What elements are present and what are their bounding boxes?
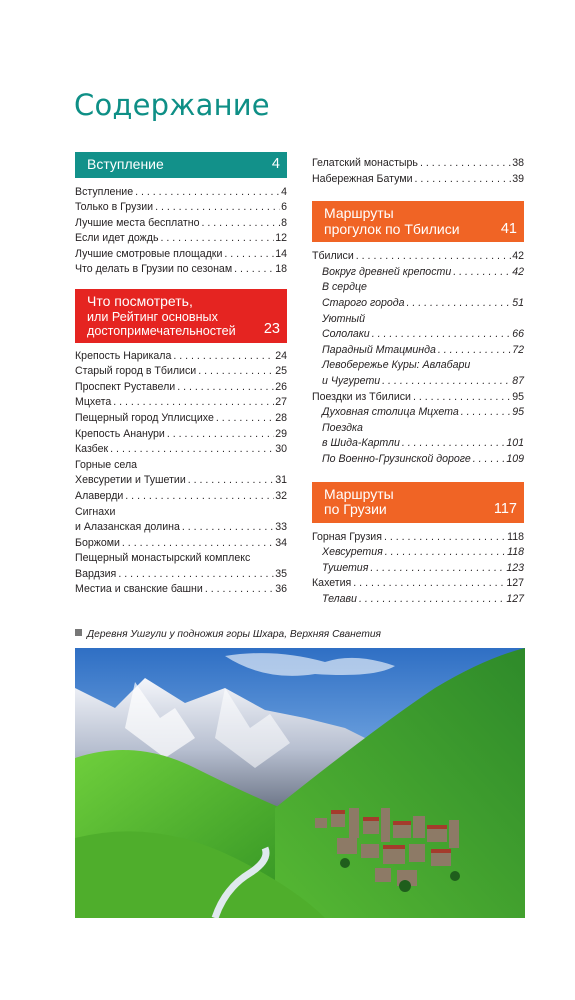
toc-entry-title: Казбек	[75, 443, 109, 456]
toc-entry[interactable]	[75, 380, 287, 396]
toc-entry-title: Вокруг древней крепости	[322, 265, 452, 278]
section-page: 23	[263, 320, 280, 337]
toc-entry[interactable]	[312, 436, 524, 452]
toc-entry-title: Старого города	[322, 296, 405, 309]
toc-entry[interactable]	[312, 452, 524, 468]
toc-entry-line: В сердце	[322, 281, 367, 294]
toc-entry[interactable]	[75, 473, 287, 489]
toc-entry-page: 25	[275, 365, 287, 378]
toc-leader-dots	[407, 296, 512, 312]
toc-entry[interactable]	[312, 249, 524, 265]
section-title-line: прогулок по Тбилиси	[324, 220, 460, 237]
section-title-line: или Рейтинг основных	[87, 309, 218, 324]
toc-entry-page: 42	[512, 250, 524, 263]
toc-entry-title: Тбилиси	[312, 250, 354, 263]
section-box-georgia-routes[interactable]	[312, 482, 524, 523]
toc-entry[interactable]	[75, 442, 287, 458]
toc-entry-page: 127	[506, 577, 524, 590]
toc-entry[interactable]	[312, 561, 524, 577]
toc-leader-dots	[198, 364, 274, 380]
toc-entry[interactable]	[75, 231, 287, 247]
toc-entry-title: Вардзия	[75, 567, 117, 580]
toc-entry-title: Парадный Мтацминда	[322, 343, 436, 356]
toc-entry[interactable]	[312, 545, 524, 561]
toc-entry-page: 118	[507, 530, 524, 543]
toc-leader-dots	[372, 327, 512, 343]
toc-entry[interactable]	[312, 296, 524, 312]
toc-entry-title: Сололаки	[322, 328, 370, 341]
toc-leader-dots	[461, 405, 511, 421]
toc-leader-dots	[122, 536, 274, 552]
toc-entry[interactable]	[75, 262, 287, 278]
toc-entry-page: 31	[275, 474, 287, 487]
toc-entry-line: Уютный	[322, 312, 365, 325]
toc-entry-page: 27	[275, 396, 287, 409]
toc-entry-page: 39	[512, 172, 524, 185]
toc-entry[interactable]	[312, 343, 524, 359]
toc-entry-page: 95	[512, 406, 524, 419]
toc-leader-dots	[402, 436, 505, 452]
toc-leader-dots	[415, 172, 512, 188]
toc-leader-dots	[438, 343, 511, 359]
toc-leader-dots	[353, 576, 505, 592]
toc-entry-page: 18	[275, 263, 287, 276]
toc-entry-page: 101	[506, 437, 524, 450]
toc-entry-title: Если идет дождь	[75, 232, 159, 245]
toc-entry-page: 14	[275, 247, 287, 260]
toc-entry-page: 72	[512, 343, 524, 356]
toc-leader-dots	[182, 520, 274, 536]
toc-leader-dots	[370, 561, 505, 577]
toc-entry-title: Тушетия	[322, 561, 369, 574]
toc-entry-title: Хевсуретии и Тушетии	[75, 474, 186, 487]
toc-entry[interactable]	[75, 216, 287, 232]
section-title: Вступление	[87, 156, 164, 172]
toc-entry-title: Пещерный город Уплисцихе	[75, 411, 214, 424]
toc-list-continued	[312, 156, 524, 187]
toc-entry-page: 28	[275, 411, 287, 424]
toc-entry-title: Проспект Руставели	[75, 380, 176, 393]
toc-entry[interactable]	[312, 265, 524, 281]
toc-entry-title: Старый город в Тбилиси	[75, 365, 197, 378]
toc-entry-title: Только в Грузии	[75, 201, 154, 214]
toc-entry-title: Кахетия	[312, 577, 352, 590]
toc-entry[interactable]	[75, 247, 287, 263]
toc-entry-title: Поездки из Тбилиси	[312, 390, 411, 403]
section-page: 4	[271, 155, 280, 172]
toc-entry-page: 109	[506, 452, 524, 465]
toc-entry-page: 36	[275, 583, 287, 596]
toc-entry-title: и Чугурети	[322, 374, 381, 387]
toc-entry-title: Набережная Батуми	[312, 172, 413, 185]
section-title-line: Маршруты	[324, 485, 394, 502]
section-page: 41	[500, 220, 517, 237]
toc-entry[interactable]	[75, 536, 287, 552]
toc-entry-title: Боржоми	[75, 536, 120, 549]
toc-entry-page: 6	[281, 201, 287, 214]
toc-entry[interactable]	[75, 185, 287, 201]
toc-entry-page: 95	[512, 390, 524, 403]
toc-entry-page: 12	[275, 232, 287, 245]
toc-entry[interactable]	[75, 364, 287, 380]
section-box-tbilisi-routes[interactable]	[312, 201, 524, 242]
toc-leader-dots	[202, 216, 281, 232]
toc-list-sights	[75, 349, 287, 458]
toc-entry-page: 34	[275, 536, 287, 549]
toc-entry-page: 4	[281, 185, 287, 198]
toc-entry-line: Поездка	[322, 421, 363, 434]
toc-entry[interactable]	[75, 567, 287, 583]
toc-entry-title: Хевсуретия	[322, 546, 383, 559]
toc-leader-dots	[118, 567, 274, 583]
toc-entry[interactable]	[75, 582, 287, 598]
toc-entry-title: Лучшие смотровые площадки	[75, 247, 223, 260]
toc-left-column	[75, 152, 287, 598]
toc-entry-title: Что делать в Грузии по сезонам	[75, 263, 233, 276]
toc-entry-page: 8	[281, 216, 287, 229]
toc-entry-page: 118	[507, 546, 524, 559]
toc-entry-page: 127	[506, 592, 524, 605]
toc-entry-title: Духовная столица Мцхета	[322, 406, 459, 419]
toc-entry-title: Гелатский монастырь	[312, 157, 418, 169]
toc-entry-page: 33	[275, 521, 287, 534]
toc-entry-page: 51	[512, 296, 524, 309]
toc-entry-title: Вступление	[75, 185, 134, 198]
landscape-photo	[75, 648, 525, 918]
section-title-line: Что посмотреть,	[87, 293, 193, 310]
toc-leader-dots	[473, 452, 506, 468]
toc-leader-dots	[125, 489, 274, 505]
toc-entry[interactable]	[75, 395, 287, 411]
toc-entry[interactable]	[312, 374, 524, 390]
section-title-line: по Грузии	[324, 501, 387, 517]
toc-leader-dots	[420, 156, 511, 172]
toc-entry-title: Телави	[322, 592, 357, 605]
toc-entry-line: Сигнахи	[75, 505, 116, 518]
toc-entry[interactable]	[312, 327, 524, 343]
section-box-sights[interactable]	[75, 289, 287, 343]
toc-entry[interactable]	[75, 520, 287, 536]
toc-entry[interactable]	[312, 172, 524, 188]
toc-right-column	[312, 156, 524, 607]
toc-entry-line: Пещерный монастырский комплекс	[75, 552, 251, 565]
toc-leader-dots	[177, 380, 274, 396]
toc-leader-dots	[359, 592, 505, 608]
toc-entry-page: 32	[275, 489, 287, 502]
section-page: 117	[493, 500, 517, 517]
page-title: Содержание	[74, 88, 270, 122]
toc-entry-line: Горные села	[75, 458, 138, 471]
toc-entry-page: 35	[275, 567, 287, 580]
toc-leader-dots	[135, 185, 280, 201]
section-title-line: достопримечательностей	[87, 323, 236, 338]
toc-entry[interactable]	[312, 405, 524, 421]
toc-entry-page: 66	[512, 328, 524, 341]
toc-leader-dots	[413, 390, 511, 406]
caption-square-icon	[75, 629, 82, 636]
toc-entry[interactable]	[75, 489, 287, 505]
toc-entry-title: По Военно-Грузинской дороге	[322, 452, 471, 465]
toc-entry[interactable]	[75, 200, 287, 216]
toc-entry-title: Горная Грузия	[312, 530, 382, 543]
toc-entry[interactable]	[312, 156, 524, 172]
toc-entry-title: Местиа и сванские башни	[75, 583, 203, 596]
section-title-line: Маршруты	[324, 205, 394, 222]
toc-leader-dots	[216, 411, 274, 427]
toc-leader-dots	[356, 249, 511, 265]
toc-leader-dots	[234, 262, 274, 278]
toc-leader-dots	[188, 473, 274, 489]
toc-leader-dots	[173, 349, 274, 365]
toc-entry-page: 29	[275, 427, 287, 440]
toc-entry-page: 24	[275, 349, 287, 362]
toc-entry-page: 38	[512, 157, 524, 169]
toc-entry-line: Левобережье Куры: Авлабари	[322, 359, 471, 372]
toc-entry-title: Лучшие места бесплатно	[75, 216, 200, 229]
toc-entry-page: 26	[275, 380, 287, 393]
toc-leader-dots	[167, 427, 274, 443]
toc-entry-title: и Алазанская долина	[75, 521, 180, 534]
toc-entry-page: 87	[512, 374, 524, 387]
toc-leader-dots	[110, 442, 274, 458]
toc-entry[interactable]	[312, 592, 524, 608]
toc-leader-dots	[205, 582, 274, 598]
photo-caption: Деревня Ушгули у подножия горы Шхара, Верхняя Сванетия	[75, 629, 525, 640]
toc-entry-title: Алаверди	[75, 489, 124, 502]
toc-leader-dots	[160, 231, 274, 247]
toc-entry[interactable]	[75, 349, 287, 365]
toc-entry-title: в Шида-Картли	[322, 437, 400, 450]
toc-leader-dots	[382, 374, 511, 390]
toc-entry[interactable]	[312, 576, 524, 592]
toc-entry-page: 42	[512, 265, 524, 278]
section-box-intro[interactable]	[75, 152, 287, 178]
toc-entry[interactable]	[75, 411, 287, 427]
toc-list-intro	[75, 185, 287, 279]
toc-entry-page: 123	[506, 561, 524, 574]
toc-leader-dots	[384, 530, 506, 546]
toc-leader-dots	[113, 395, 274, 411]
toc-entry[interactable]	[75, 427, 287, 443]
toc-entry[interactable]	[312, 390, 524, 406]
toc-leader-dots	[155, 200, 280, 216]
toc-entry-title: Мцхета	[75, 396, 112, 409]
toc-leader-dots	[224, 247, 274, 263]
toc-entry[interactable]	[312, 530, 524, 546]
toc-entry-title: Крепость Ананури	[75, 427, 165, 440]
toc-entry-page: 30	[275, 443, 287, 456]
toc-leader-dots	[453, 265, 511, 281]
toc-leader-dots	[385, 545, 506, 561]
toc-entry-title: Крепость Нарикала	[75, 349, 172, 362]
